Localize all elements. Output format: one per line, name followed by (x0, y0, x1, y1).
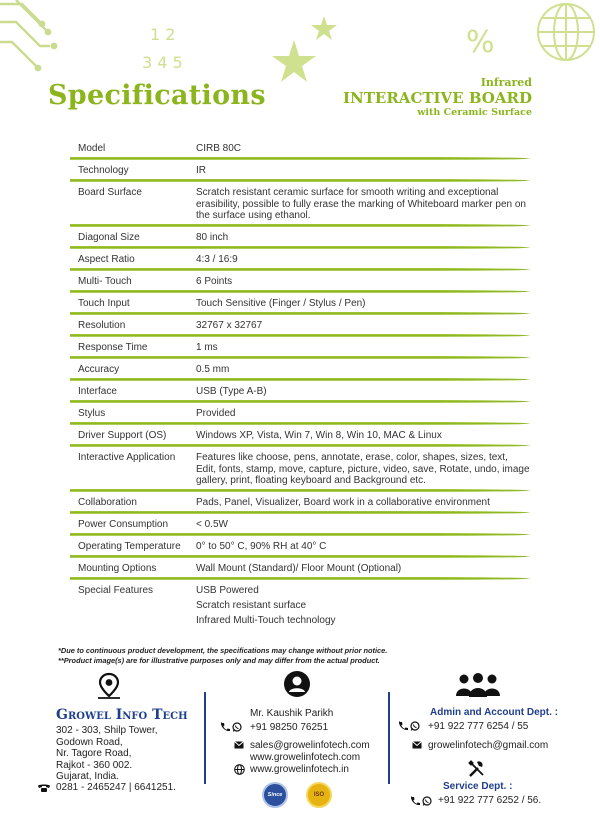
spec-row (70, 382, 530, 404)
spec-row (70, 515, 530, 537)
spec-value: Touch Sensitive (Finger / Stylus / Pen) (196, 298, 366, 309)
contact-email[interactable]: sales@growelinfotech.com (250, 739, 370, 751)
special-feature-item: Infrared Multi-Touch technology (196, 615, 336, 626)
spec-label: Touch Input (78, 298, 130, 309)
company-address (56, 725, 158, 783)
company-name: Growel Info Tech (56, 707, 188, 723)
telephone-icon (38, 783, 50, 793)
spec-value: 1 ms (196, 342, 218, 353)
spec-value: IR (196, 165, 206, 176)
spec-value: Features like choose, pens, annotate, erase, color, shapes, sizes, text, Edit, fonts, stamp, move, capture, picture, video, save, Rotate, undo, image gallery, print, floating keyboard and Background etc. (196, 452, 530, 486)
address-line: Rajkot - 360 002. (56, 759, 133, 771)
whatsapp-icon (410, 721, 420, 731)
contact-website-2[interactable]: www.growelinfotech.in (250, 763, 349, 775)
note-1: *Due to continuous product development, the specifications may change without prior notice. (58, 646, 388, 655)
row-separator (70, 577, 530, 580)
product-line-2: INTERACTIVE BOARD (343, 89, 532, 107)
admin-email[interactable]: growelinfotech@gmail.com (428, 739, 549, 751)
company-phone (38, 782, 176, 793)
row-separator (70, 356, 530, 359)
whatsapp-icon (232, 722, 242, 732)
globe-web-icon (234, 764, 245, 775)
deco-numbers-bottom: 3 4 5 (142, 53, 183, 72)
spec-row (70, 316, 530, 338)
contact-website-1[interactable]: www.growelinfotech.com (250, 751, 361, 763)
contact-column (220, 707, 370, 775)
address-line: 302 - 303, Shilp Tower, (56, 725, 158, 736)
spec-row (70, 294, 530, 316)
spec-label: Special Features (78, 585, 154, 596)
spec-row (70, 338, 530, 360)
spec-value: < 0.5W (196, 519, 228, 530)
spec-label: Model (78, 143, 106, 154)
row-separator (70, 290, 530, 293)
spec-row (70, 228, 530, 250)
address-line: Godown Road, (56, 736, 123, 748)
contact-phone[interactable]: +91 98250 76251 (250, 721, 329, 733)
header-decoration (0, 0, 600, 140)
spec-value: 4:3 / 16:9 (196, 254, 238, 265)
row-separator (70, 555, 530, 558)
row-separator (70, 444, 530, 447)
special-features-list (196, 585, 530, 630)
spec-row (70, 404, 530, 426)
address-line: Nr. Tagore Road, (56, 748, 132, 759)
disclaimer-notes (58, 646, 387, 665)
product-line-1: Infrared (480, 76, 532, 89)
spec-row (70, 448, 530, 493)
spec-value: 0.5 mm (196, 364, 230, 375)
special-feature-item: Scratch resistant surface (196, 600, 307, 611)
specifications-table (70, 139, 530, 630)
special-feature-item: USB Powered (196, 585, 259, 596)
deco-numbers-top: 1 2 (150, 25, 176, 44)
footer-divider-2 (388, 692, 390, 784)
contact-name: Mr. Kaushik Parikh (250, 707, 334, 719)
spec-row (70, 559, 530, 581)
spec-row (70, 272, 530, 294)
service-heading: Service Dept. : (443, 781, 513, 792)
spec-value: 32767 x 32767 (196, 320, 263, 331)
spec-row (70, 426, 530, 448)
whatsapp-icon (422, 796, 432, 806)
spec-label: Driver Support (OS) (78, 430, 167, 441)
row-separator (70, 422, 530, 425)
product-title (343, 76, 532, 118)
circuit-lines-decoration (0, 0, 50, 66)
person-circle-icon (283, 670, 311, 698)
company-phone-text: 0281 - 2465247 | 6641251. (56, 782, 176, 793)
phone-icon (410, 796, 420, 806)
spec-label: Mounting Options (78, 563, 157, 574)
spec-label: Aspect Ratio (78, 254, 135, 265)
row-separator (70, 400, 530, 403)
row-separator (70, 246, 530, 249)
spec-value: Wall Mount (Standard)/ Floor Mount (Optional) (196, 563, 402, 574)
spec-row (70, 139, 530, 161)
row-separator (70, 334, 530, 337)
spec-value: USB (Type A-B) (196, 386, 267, 397)
star-small-icon (311, 16, 337, 40)
admin-phone[interactable]: +91 922 777 6254 / 55 (428, 720, 529, 732)
spec-value: 0° to 50° C, 90% RH at 40° C (196, 541, 327, 552)
deco-percent: % (466, 25, 495, 60)
spec-row (70, 183, 530, 228)
spec-label: Diagonal Size (78, 232, 140, 243)
spec-label: Interface (78, 386, 117, 397)
row-separator (70, 312, 530, 315)
row-separator (70, 179, 530, 182)
spec-row (70, 493, 530, 515)
since-1997-badge: Since 1997 (262, 782, 288, 808)
spec-value: 6 Points (196, 276, 233, 287)
location-pin-icon (96, 672, 122, 700)
footer-divider-1 (204, 692, 206, 784)
email-icon (234, 741, 244, 749)
row-separator (70, 224, 530, 227)
spec-value: 80 inch (196, 232, 229, 243)
service-phone[interactable]: +91 922 777 6252 / 56. (438, 795, 542, 806)
spec-label: Power Consumption (78, 519, 169, 530)
spec-label: Stylus (78, 408, 106, 419)
spec-label: Interactive Application (78, 452, 176, 463)
spec-label: Operating Temperature (78, 541, 181, 552)
product-line-3: with Ceramic Surface (417, 107, 532, 118)
phone-icon (398, 721, 408, 731)
admin-heading: Admin and Account Dept. : (430, 707, 558, 718)
spec-value: Windows XP, Vista, Win 7, Win 8, Win 10, MAC & Linux (196, 430, 442, 441)
row-separator (70, 511, 530, 514)
admin-column (398, 707, 558, 751)
spec-value: Scratch resistant ceramic surface for smooth writing and exceptional erasibility, possible to fully erase the marking of Whiteboard marker pen on the surface using ethanol. (196, 187, 526, 221)
spec-label: Resolution (78, 320, 126, 331)
spec-row (70, 161, 530, 183)
phone-icon (220, 722, 230, 732)
spec-label: Collaboration (78, 497, 137, 508)
email-icon (412, 741, 422, 749)
spec-row-special-features (70, 581, 530, 630)
row-separator (70, 268, 530, 271)
spec-label: Board Surface (78, 187, 142, 198)
spec-row (70, 537, 530, 559)
spec-value: Provided (196, 408, 236, 419)
spec-value: Pads, Panel, Visualizer, Board work in a collaborative environment (196, 497, 490, 508)
address-line: Gujarat, India. (56, 771, 119, 782)
spec-label: Accuracy (78, 364, 120, 375)
spec-row (70, 250, 530, 272)
spec-row (70, 360, 530, 382)
row-separator (70, 533, 530, 536)
team-group-icon (455, 672, 501, 698)
iso-badge: ISO (306, 782, 332, 808)
spec-value: CIRB 80C (196, 143, 242, 154)
row-separator (70, 157, 530, 160)
spec-label: Response Time (78, 342, 148, 353)
tools-icon (468, 760, 486, 778)
row-separator (70, 378, 530, 381)
spec-label: Multi- Touch (78, 276, 132, 287)
service-phone-line (410, 795, 541, 806)
page-title: Specifications (48, 80, 266, 111)
star-large-icon (272, 40, 316, 82)
spec-label: Technology (78, 165, 129, 176)
note-2: **Product image(s) are for illustrative purposes only and may differ from the actual product. (58, 655, 380, 665)
globe-icon (538, 4, 594, 60)
row-separator (70, 489, 530, 492)
